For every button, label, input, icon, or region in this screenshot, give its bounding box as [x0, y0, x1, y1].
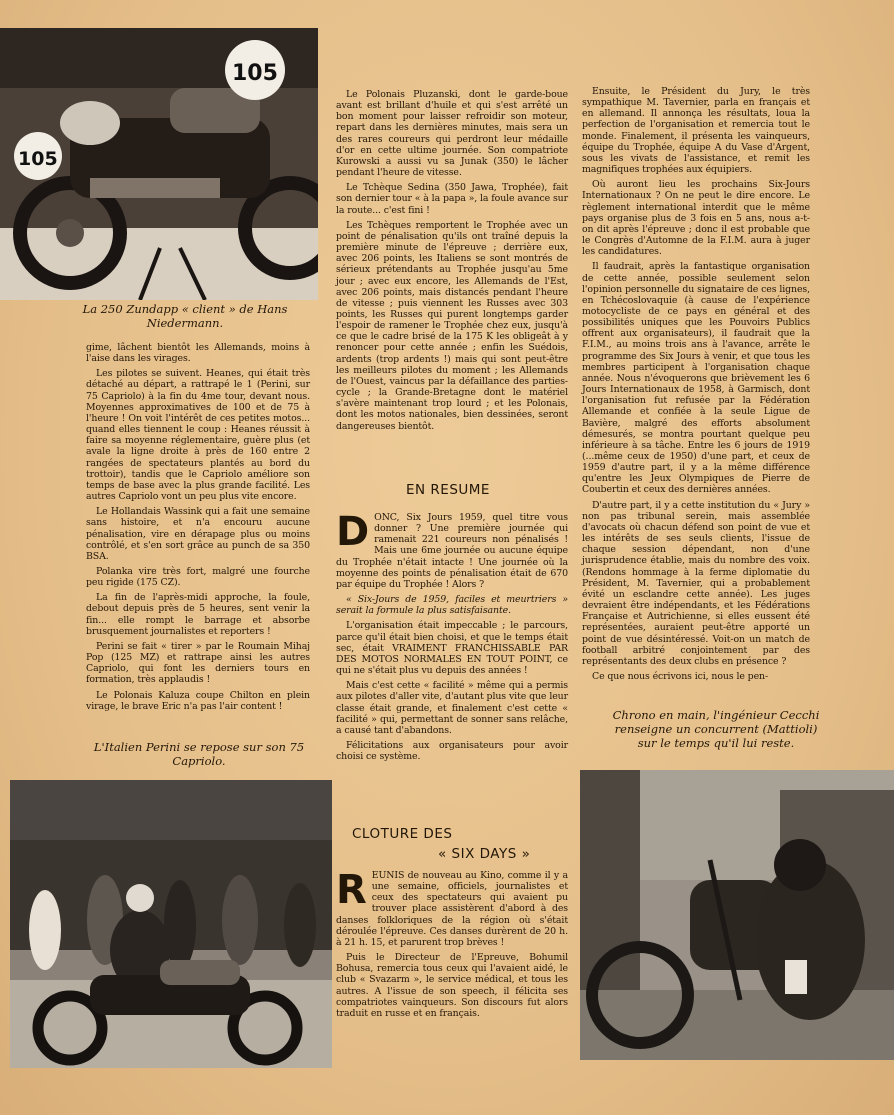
svg-text:105: 105	[232, 61, 278, 86]
cloture-section	[336, 867, 568, 1023]
six-days-heading: « SIX DAYS »	[438, 846, 531, 862]
column-1	[86, 342, 310, 716]
col3-paragraph: Ensuite, le Président du Jury, le très sympathique M. Tavernier, parla en français et en allemand. Il annonça les résultats, loua la perfection de l'organisation et remercia tout le monde. Finalement, il présenta les vainqueurs, équipe du Trophée, équipe A du Vase d'Argent, sous les vivats de l'assistance, et remit les magnifiques trophées aux équipiers.	[582, 86, 810, 176]
col2-paragraph: Le Polonais Pluzanski, dont le garde-boue avant est brillant d'huile et qui s'est arrêté un bon moment pour laisser refroidir son moteur, repart dans les dernières minutes, mais sera un des rares coureurs qui perdront leur médaille d'or en cette ultime journée. Son compatriote Kurowski a aussi vu sa Junak (350) le lâcher pendant l'heure de vitesse.	[336, 89, 568, 179]
cecchi-caption: Chrono en main, l'ingénieur Cecchi renseigne un concurrent (Mattioli) sur le temps qu'il lui reste.	[612, 708, 820, 750]
dropcap-r: R	[336, 867, 367, 913]
col1-paragraph: La fin de l'après-midi approche, la foule, debout depuis près de 5 heures, sent venir la fin... elle rompt le barrage et absorbe brusquement journalistes et reporters !	[86, 592, 310, 637]
col1-paragraph: Perini se fait « tirer » par le Roumain Mihaj Pop (125 MZ) et rattrape ainsi les autres Capriolo, qui font les derniers tours en formation, très applaudis !	[86, 640, 310, 686]
resume-paragraph: L'organisation était impeccable ; le parcours, parce qu'il était bien choisi, et que le temps était sec, était VRAIMENT FRANCHISSABLE PAR DES MOTOS NORMALES EN TOUT POINT, ce qui ne s'était plus vu depuis des années !	[336, 620, 568, 677]
col1-paragraph: Le Polonais Kaluza coupe Chilton en plein virage, le brave Eric n'a pas l'air content !	[86, 689, 310, 712]
cecchi-photo	[580, 770, 894, 1060]
col2-paragraph: Les Tchèques remportent le Trophée avec un point de pénalisation qu'ils ont traîné depuis la première minute de l'épreuve ; derrière eux, avec 206 points, les Italiens se sont montrés de sérieux prétendants au Trophée jusqu'au 5me jour ; avec eux encore, les Allemands de l'Est, avec 206 points, mais distancés pendant l'heure de vitesse ; puis viennent les Russes avec 303 points, les Russes qui purent longtemps garder l'espoir de ramener le Trophée chez eux, jusqu'à ce que le cadre brisé de la 175 K les obligeât à y renoncer pour cette année ; enfin les Suédois, ardents (trop ardents !) mais qui sont peut-être les meilleurs pilotes du moment ; les Allemands de l'Ouest, vaincus par la défaillance des parties-cycle ; la Grande-Bretagne dont le matériel s'avère maintenant trop lourd ; et les Polonais, dont les motos nationales, bien dessinées, seront dangereuses bientôt.	[336, 219, 568, 432]
zundapp-caption: La 250 Zundapp « client » de Hans Niedermann.	[82, 302, 288, 330]
resume-paragraph: Félicitations aux organisateurs pour avoir choisi ce système.	[336, 739, 568, 763]
svg-text:105: 105	[18, 148, 58, 170]
cloture-paragraph: Puis le Directeur de l'Epreuve, Bohumil Bohusa, remercia tous ceux qui l'avaient aidé, le club « Svazarm », le service médical, et tous les autres. A l'issue de son speech, il félicita ses compatriotes vainqueurs. Son discours fut alors traduit en russe et en français.	[336, 952, 568, 1019]
resume-paragraph: « Six-Jours de 1959, faciles et meurtriers » serait la formule la plus satisfaisante.	[336, 594, 568, 617]
column-3	[582, 86, 810, 686]
zundapp-photo	[0, 28, 318, 300]
col3-paragraph: D'autre part, il y a cette institution du « Jury » non pas tribunal serein, mais assemblée d'avocats où chacun défend son point de vue et les intérêts de ses seuls clients, l'issue de chaque session dépendant, non d'une jurisprudence établie, mais du nombre des voix. (Rendons hommage à la ferme diplomatie du Président, M. Tavernier, qui a probablement évité un esclandre cette année). Les juges devraient être indépendants, et les Fédérations Française et Autrichienne, si elles eussent été représentées, auraient peut-être apporté un point de vue désintéressé. Voit-on un match de football arbitré conjointement par des représentants des deux clubs en présence ?	[582, 499, 810, 667]
col1-paragraph: Le Hollandais Wassink qui a fait une semaine sans histoire, et n'a encouru aucune pénalisation, vire en dérapage plus ou moins contrôlé, et s'en sort grâce au punch de sa 350 BSA.	[86, 506, 310, 562]
en-resume-heading: EN RESUME	[406, 482, 490, 498]
col3-paragraph: Ce que nous écrivons ici, nous le pen-	[592, 670, 769, 682]
col2-paragraph: Le Tchèque Sedina (350 Jawa, Trophée), fait son dernier tour « à la papa », la foule avance sur la route... c'est fini !	[336, 182, 568, 216]
col3-paragraph: Il faudrait, après la fantastique organisation de cette année, possible seulement selon l'opinion personnelle du signataire de ces lignes, en Tchécoslovaquie (à cause de l'expérience motocycliste de ce pays en général et des possibilités uniques que les Pouvoirs Publics offrent aux organisateurs), il faudrait que la F.I.M., au moins trois ans à l'avance, arrête le programme des Six Jours à venir, et que tous les membres participent à l'organisation chaque année. Nous n'évoquerons que brièvement les 6 Jours Internationaux de 1958, à Garmisch, dont l'organisation fut refusée par la Fédération Allemande et confiée à la seule Ligue de Bavière, malgré des efforts absolument démesurés, se montra pourtant quelque peu inférieure à sa tâche. Entre les 6 jours de 1919 (...même ceux de 1950) d'une part, et ceux de 1959 d'autre part, il y a la même différence qu'entre les Jeux Olympiques de Pierre de Coubertin et ceux des dernières années.	[582, 261, 810, 496]
col1-paragraph: gime, lâchent bientôt les Allemands, moins à l'aise dans les virages.	[86, 342, 310, 365]
col3-paragraph: Où auront lieu les prochains Six-Jours Internationaux ? On ne peut le dire encore. Le règlement international interdit que le même pays organise plus de 3 fois en 5 ans, nous a-t-on dit après l'épreuve ; donc il est probable que le Congrès d'Automne de la F.I.M. aura à juger les candidatures.	[582, 179, 810, 258]
cloture-heading: CLOTURE DES	[352, 826, 453, 842]
perini-photo	[10, 780, 332, 1068]
column-2	[336, 89, 568, 436]
cloture-lead: REUNIS de nouveau au Kino, comme il y a une semaine, officiels, journalistes et ceux des spectateurs qui avaient pu trouver place assistèrent d'abord à des danses folkloriques de la région où s'était déroulée l'épreuve. Ces danses durèrent de 20 h. à 21 h. 15, et parurent trop brèves !	[336, 867, 568, 948]
resume-paragraph: Mais c'est cette « facilité » même qui a permis aux pilotes d'aller vite, d'autant plus vite que leur classe était grande, et finalement c'est cette « facilité » qui, permettant de sonner sans relâche, a causé tant d'abandons.	[336, 680, 568, 736]
col1-paragraph: Polanka vire très fort, malgré une fourche peu rigide (175 CZ).	[86, 565, 310, 589]
perini-caption: L'Italien Perini se repose sur son 75 Capriolo.	[93, 740, 305, 768]
dropcap-d: D	[336, 509, 370, 555]
resume-lead: DONC, Six Jours 1959, quel titre vous donner ? Une première journée qui ramenait 221 coureurs non pénalisés ! Mais une 6me journée ou aucune équipe du Trophée n'était intacte ! Une journée où la moyenne des points de pénalisation était de 670 par équipe du Trophée ! Alors ?	[336, 509, 568, 590]
resume-section	[336, 509, 568, 766]
col1-paragraph: Les pilotes se suivent. Heanes, qui était très détaché au départ, a rattrapé le 1 (Perini, sur 75 Capriolo) à la fin du 4me tour, devant nous. Moyennes approximatives de 100 et de 75 à l'heure ! On voit l'intérêt de ces petites motos... quand elles tiennent le coup : Heanes réussit à faire sa moyenne réglementaire, guère plus (et avale la ligne droite à près de 160 entre 2 rangées de spectateurs plantés au bord du trottoir), tandis que le Capriolo améliore son temps de base avec la plus grande facilité. Les autres Capriolo vont un peu plus vite encore.	[86, 368, 310, 503]
